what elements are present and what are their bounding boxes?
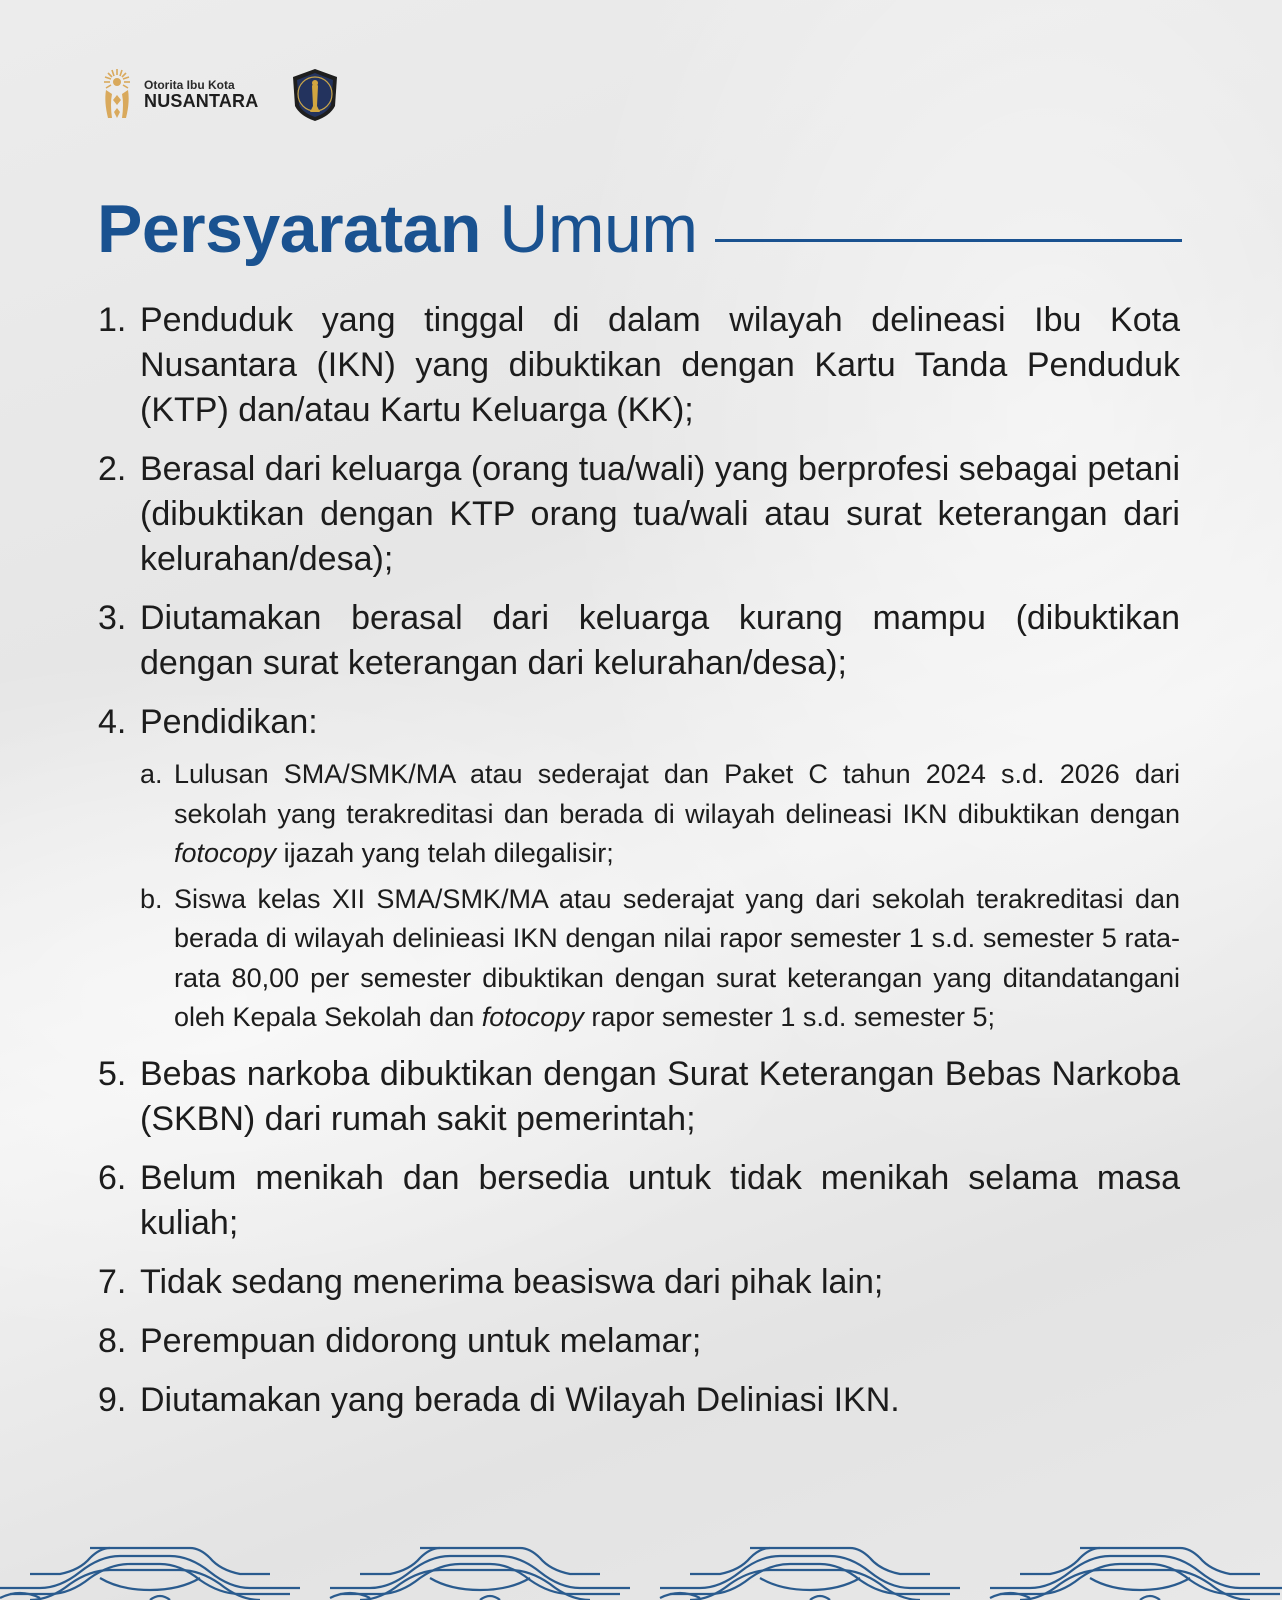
list-item xyxy=(98,596,1180,686)
item-number: 9. xyxy=(98,1380,127,1419)
item-number: 4. xyxy=(98,703,127,741)
subitem-text-part: Lulusan SMA/SMK/MA atau sederajat dan Paket C tahun 2024 s.d. 2026 dari sekolah yang terakreditasi dan berada di wilayah delineasi IKN dibuktikan dengan xyxy=(174,759,1180,829)
ikn-wordmark xyxy=(144,79,258,110)
list-item xyxy=(98,1378,1180,1423)
woven-wave-pattern-icon xyxy=(0,1540,1282,1600)
item-text: Belum menikah dan bersedia untuk tidak menikah selama masa kuliah; xyxy=(140,1158,1180,1242)
title-divider xyxy=(715,239,1182,242)
title-bold: Persyaratan xyxy=(97,191,481,267)
item-number: 8. xyxy=(98,1321,127,1360)
item-text: Berasal dari keluarga (orang tua/wali) yang berprofesi sebagai petani (dibuktikan dengan KTP orang tua/wali atau surat keterangan dari kelurahan/desa); xyxy=(140,450,1180,578)
sublist-item xyxy=(140,880,1180,1038)
ikn-sun-emblem-icon xyxy=(100,68,134,122)
subitem-text-part: rapor semester 1 s.d. semester 5; xyxy=(583,1002,995,1032)
list-item xyxy=(98,1260,1180,1305)
item-number: 7. xyxy=(98,1262,127,1301)
item-text: Pendidikan: xyxy=(140,703,318,741)
university-shield-badge-icon xyxy=(290,68,340,122)
item-text: Diutamakan berasal dari keluarga kurang mampu (dibuktikan dengan surat keterangan dari kelurahan/desa); xyxy=(140,599,1180,682)
sublist-item xyxy=(140,755,1180,874)
item-text: Diutamakan yang berada di Wilayah Deliniasi IKN. xyxy=(140,1380,900,1419)
subitem-letter: a. xyxy=(140,759,163,789)
item-number: 2. xyxy=(98,450,127,488)
item-text: Perempuan didorong untuk melamar; xyxy=(140,1321,702,1360)
item-number: 5. xyxy=(98,1054,127,1093)
item-number: 6. xyxy=(98,1158,127,1197)
requirements-list xyxy=(98,298,1180,1437)
subitem-text xyxy=(174,880,1180,1038)
item-number: 1. xyxy=(98,301,127,339)
list-item xyxy=(98,1319,1180,1364)
list-item xyxy=(98,1052,1180,1142)
item-text: Penduduk yang tinggal di dalam wilayah delineasi Ibu Kota Nusantara (IKN) yang dibuktikan dengan Kartu Tanda Penduduk (KTP) dan/atau Kartu Keluarga (KK); xyxy=(140,301,1180,429)
subitem-letter: b. xyxy=(140,883,163,914)
list-item xyxy=(98,1156,1180,1246)
subitem-text xyxy=(174,755,1180,874)
subitem-italic: fotocopy xyxy=(174,838,277,868)
title-row xyxy=(97,190,1182,268)
education-sublist xyxy=(140,755,1180,1038)
item-text: Tidak sedang menerima beasiswa dari pihak lain; xyxy=(140,1262,884,1301)
org-line1: Otorita Ibu Kota xyxy=(144,78,235,93)
subitem-text-part: ijazah yang telah dilegalisir; xyxy=(276,838,614,868)
list-item xyxy=(98,298,1180,433)
title-regular: Umum xyxy=(480,191,698,267)
list-item xyxy=(98,447,1180,582)
org-line2: NUSANTARA xyxy=(144,90,259,111)
item-education xyxy=(140,700,1180,1038)
list-item xyxy=(98,700,1180,1038)
item-text: Bebas narkoba dibuktikan dengan Surat Keterangan Bebas Narkoba (SKBN) dari rumah sakit pemerintah; xyxy=(140,1054,1180,1138)
subitem-italic: fotocopy xyxy=(481,1002,584,1032)
item-number: 3. xyxy=(98,599,127,637)
page-title xyxy=(97,190,697,268)
subitem-text-part: Siswa kelas XII SMA/SMK/MA atau sederajat yang dari sekolah terakreditasi dan berada di wilayah delinieasi IKN dengan nilai rapor semester 1 s.d. semester 5 rata-rata 80,00 per semester dibuktikan dengan surat keterangan yang ditandatangani oleh Kepala Sekolah dan xyxy=(174,883,1180,1032)
header-logos xyxy=(100,68,340,122)
